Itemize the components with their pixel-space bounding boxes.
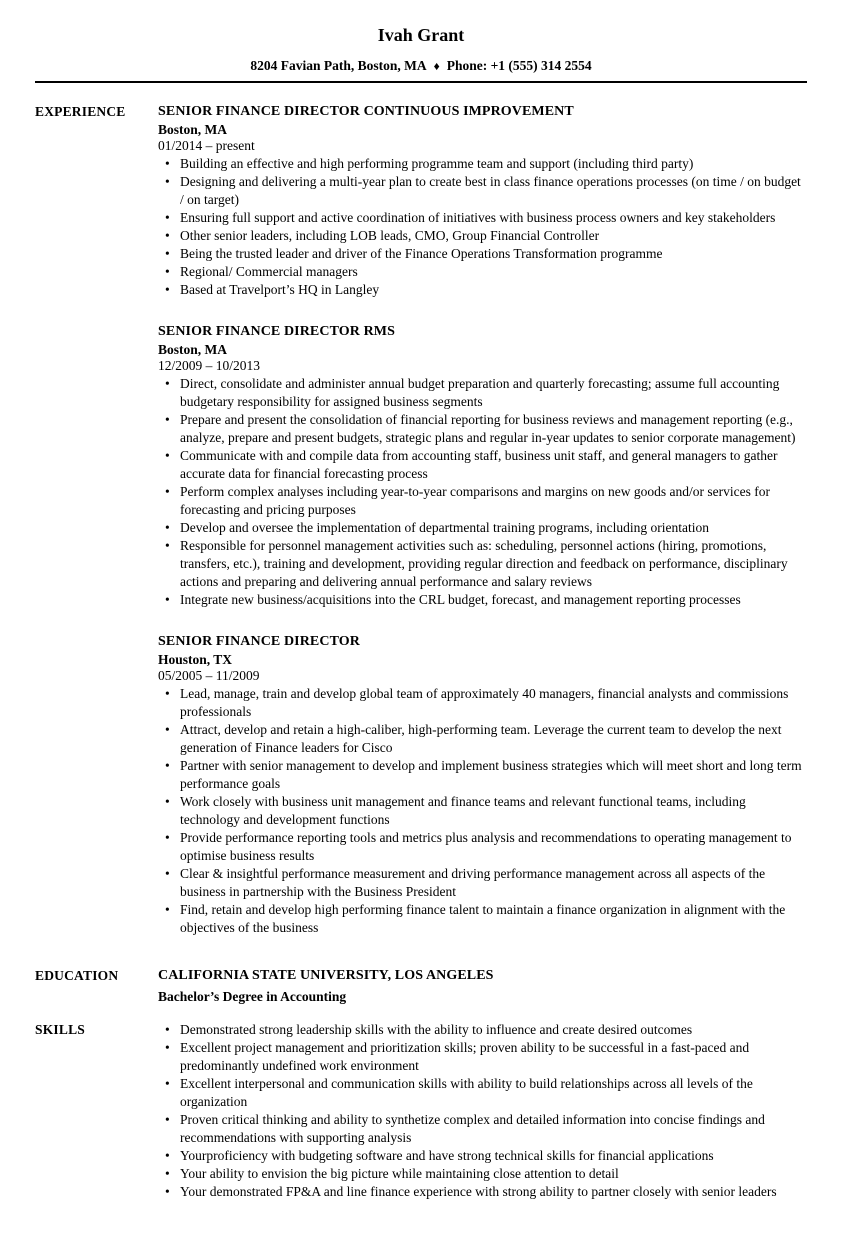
bullet-item: • Demonstrated strong leadership skills with the ability to influence and create desired outcomes	[158, 1021, 807, 1039]
section-experience	[35, 103, 807, 937]
bullet-item: • Regional/ Commercial managers	[158, 263, 807, 281]
bullet-item: • Your ability to envision the big picture while maintaining close attention to detail	[158, 1165, 807, 1183]
bullet-item: • Partner with senior management to develop and implement business strategies which will meet short and long term performance goals	[158, 757, 807, 793]
bullet-item: • Clear & insightful performance measurement and driving performance management across all aspects of the business in partnership with the Business President	[158, 865, 807, 901]
job-entry-2	[158, 323, 807, 609]
experience-label: EXPERIENCE	[35, 104, 126, 119]
bullet-item: • Direct, consolidate and administer annual budget preparation and quarterly forecasting; assume full accounting budgetary responsibility for assigned business segments	[158, 375, 807, 411]
education-school: CALIFORNIA STATE UNIVERSITY, LOS ANGELES	[158, 968, 494, 983]
job-location: Boston, MA	[158, 342, 228, 357]
skills-label: SKILLS	[35, 1022, 85, 1037]
section-skills	[35, 1021, 807, 1201]
education-label: EDUCATION	[35, 968, 119, 983]
bullet-item: • Communicate with and compile data from accounting staff, business unit staff, and general managers to gather accurate data for financial forecasting process	[158, 447, 807, 483]
job-title: SENIOR FINANCE DIRECTOR RMS	[158, 324, 395, 339]
bullet-item: • Ensuring full support and active coordination of initiatives with business process owners and key stakeholders	[158, 209, 807, 227]
bullet-item: • Provide performance reporting tools and metrics plus analysis and recommendations to operating management to optimise business results	[158, 829, 807, 865]
bullet-item: • Lead, manage, train and develop global team of approximately 40 managers, financial analysts and commissions professionals	[158, 685, 807, 721]
job-dates: 01/2014 – present	[158, 138, 255, 153]
skills-content	[158, 1021, 807, 1201]
bullet-item: • Excellent project management and prioritization skills; proven ability to be successful in a fast-paced and predominantly undefined work environment	[158, 1039, 807, 1075]
resume-header	[35, 24, 807, 83]
job-bullet-list	[158, 155, 807, 299]
bullet-item: • Other senior leaders, including LOB leads, CMO, Group Financial Controller	[158, 227, 807, 245]
phone-text: Phone: +1 (555) 314 2554	[446, 58, 592, 73]
bullet-item: • Designing and delivering a multi-year plan to create best in class finance operations processes (on time / on budget / on target)	[158, 173, 807, 209]
diamond-icon: ♦	[433, 59, 440, 73]
bullet-item: • Prepare and present the consolidation of financial reporting for business reviews and management reporting (e.g., analyze, prepare and present budgets, strategic plans and regular in-year updates to senior corporate management)	[158, 411, 807, 447]
bullet-item: • Being the trusted leader and driver of the Finance Operations Transformation programme	[158, 245, 807, 263]
bullet-item: • Building an effective and high performing programme team and support (including third party)	[158, 155, 807, 173]
bullet-item: • Your demonstrated FP&A and line finance experience with strong ability to partner closely with senior leaders	[158, 1183, 807, 1201]
bullet-item: • Work closely with business unit management and finance teams and relevant functional teams, including technology and development functions	[158, 793, 807, 829]
bullet-item: • Attract, develop and retain a high-caliber, high-performing team. Leverage the current team to develop the next generation of Finance leaders for Cisco	[158, 721, 807, 757]
experience-content	[158, 103, 807, 937]
bullet-item: • Based at Travelport’s HQ in Langley	[158, 281, 807, 299]
bullet-item: • Integrate new business/acquisitions into the CRL budget, forecast, and management reporting processes	[158, 591, 807, 609]
job-title: SENIOR FINANCE DIRECTOR	[158, 634, 360, 649]
skills-bullet-list	[158, 1021, 807, 1201]
section-education	[35, 967, 807, 1005]
education-degree: Bachelor’s Degree in Accounting	[158, 989, 347, 1004]
job-dates: 05/2005 – 11/2009	[158, 668, 260, 683]
education-content	[158, 967, 807, 1005]
bullet-item: • Develop and oversee the implementation of departmental training programs, including orientation	[158, 519, 807, 537]
bullet-item: • Find, retain and develop high performing finance talent to maintain a finance organization in alignment with the objectives of the business	[158, 901, 807, 937]
bullet-item: • Responsible for personnel management activities such as: scheduling, personnel actions (hiring, promotions, transfers, etc.), training and development, providing regular direction and feedback on performance, disciplinary actions and preparing and delivering annual performance and salary reviews	[158, 537, 807, 591]
bullet-item: • Excellent interpersonal and communication skills with ability to build relationships across all levels of the organization	[158, 1075, 807, 1111]
job-bullet-list	[158, 685, 807, 937]
bullet-item: • Yourproficiency with budgeting software and have strong technical skills for financial applications	[158, 1147, 807, 1165]
job-dates: 12/2009 – 10/2013	[158, 358, 261, 373]
bullet-item: • Perform complex analyses including year-to-year comparisons and margins on new goods and/or services for forecasting and pricing purposes	[158, 483, 807, 519]
header-divider	[35, 81, 807, 83]
bullet-item: • Proven critical thinking and ability to synthetize complex and detailed information into concise findings and recommendations with supporting analysis	[158, 1111, 807, 1147]
address-text: 8204 Favian Path, Boston, MA	[250, 58, 427, 73]
job-title: SENIOR FINANCE DIRECTOR CONTINUOUS IMPROVEMENT	[158, 104, 574, 119]
job-location: Houston, TX	[158, 652, 233, 667]
contact-line	[35, 57, 807, 75]
job-bullet-list	[158, 375, 807, 609]
job-location: Boston, MA	[158, 122, 228, 137]
job-entry-1	[158, 103, 807, 299]
job-entry-3	[158, 633, 807, 937]
person-name: Ivah Grant	[377, 25, 465, 45]
